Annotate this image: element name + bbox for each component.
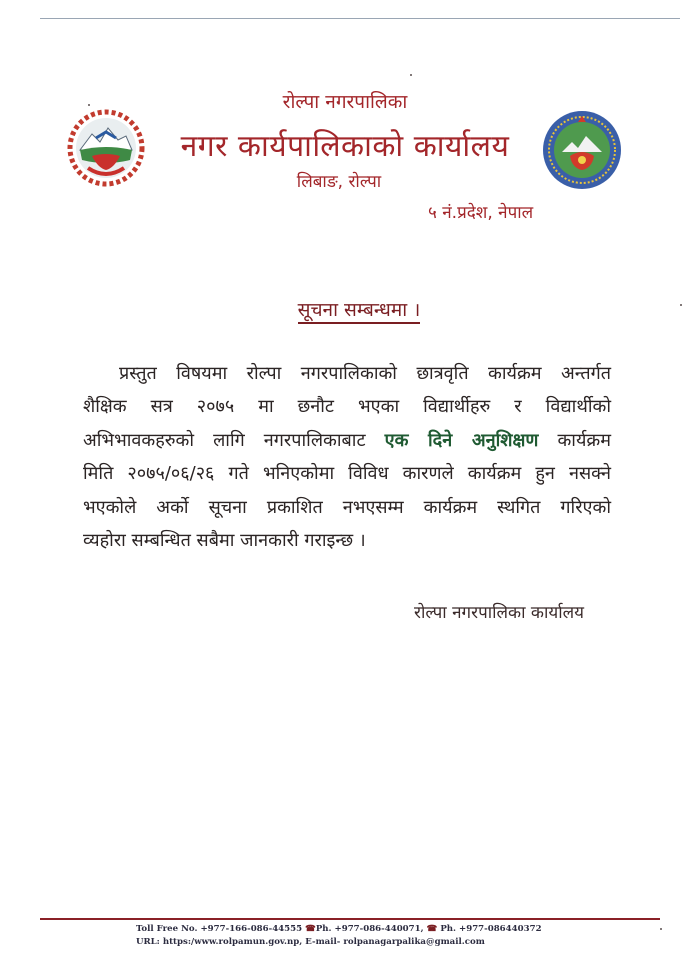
office-address: लिबाङ, रोल्पा bbox=[296, 172, 382, 192]
province-label: ५ नं.प्रदेश, नेपाल bbox=[428, 203, 534, 223]
scan-speck bbox=[410, 74, 412, 76]
signature-office: रोल्पा नगरपालिका कार्यालय bbox=[414, 603, 585, 623]
notice-subject bbox=[10, 296, 698, 322]
top-scan-rule bbox=[40, 18, 680, 19]
footer-web-line: URL: https:/www.rolpamun.gov.np, E-mail- rolpanagarpalika@gmail.com bbox=[136, 937, 485, 947]
body-line: प्रस्तुत विषयमा रोल्पा नगरपालिकाको छात्रवृति कार्यक्रम अन्तर्गत bbox=[119, 363, 611, 384]
telephone-icon: ☎ bbox=[426, 924, 438, 934]
telephone-icon: ☎ bbox=[305, 924, 316, 934]
notice-body bbox=[83, 357, 611, 557]
phone-number: Ph. +977-086-440071, bbox=[315, 924, 424, 934]
scan-speck bbox=[680, 304, 682, 306]
body-line: शैक्षिक सत्र २०७५ मा छनौट भएका विद्यार्थीहरु र विद्यार्थीको bbox=[83, 396, 611, 418]
highlighted-program-name: एक दिने अनुशिक्षण bbox=[384, 429, 539, 451]
footer-contact-line bbox=[136, 924, 542, 934]
subject-text: सूचना सम्बन्धमा । bbox=[298, 299, 421, 324]
scan-speck bbox=[88, 104, 90, 106]
toll-free-number: Toll Free No. +977-166-086-44555 bbox=[136, 924, 303, 934]
body-line bbox=[83, 424, 611, 457]
scan-speck bbox=[660, 928, 662, 930]
body-line: व्यहोरा सम्बन्धित सबैमा जानकारी गराइन्छ । bbox=[83, 530, 366, 552]
municipality-seal-icon bbox=[540, 108, 624, 192]
footer-rule bbox=[40, 918, 660, 920]
body-line-part: कार्यक्रम bbox=[557, 429, 611, 451]
body-line: भएकोले अर्को सूचना प्रकाशित नभएसम्म कार्यक्रम स्थगित गरिएको bbox=[83, 496, 611, 518]
phone-number: Ph. +977-086440372 bbox=[440, 924, 542, 934]
municipality-name: रोल्पा नगरपालिका bbox=[282, 91, 408, 113]
body-line: मिति २०७५/०६/२६ गते भनिएकोमा विविध कारणले कार्यक्रम हुन नसक्ने bbox=[83, 463, 611, 485]
office-title: नगर कार्यपालिकाको कार्यालय bbox=[180, 129, 510, 164]
body-line-part: अभिभावकहरुको लागि नगरपालिकाबाट bbox=[83, 429, 366, 451]
